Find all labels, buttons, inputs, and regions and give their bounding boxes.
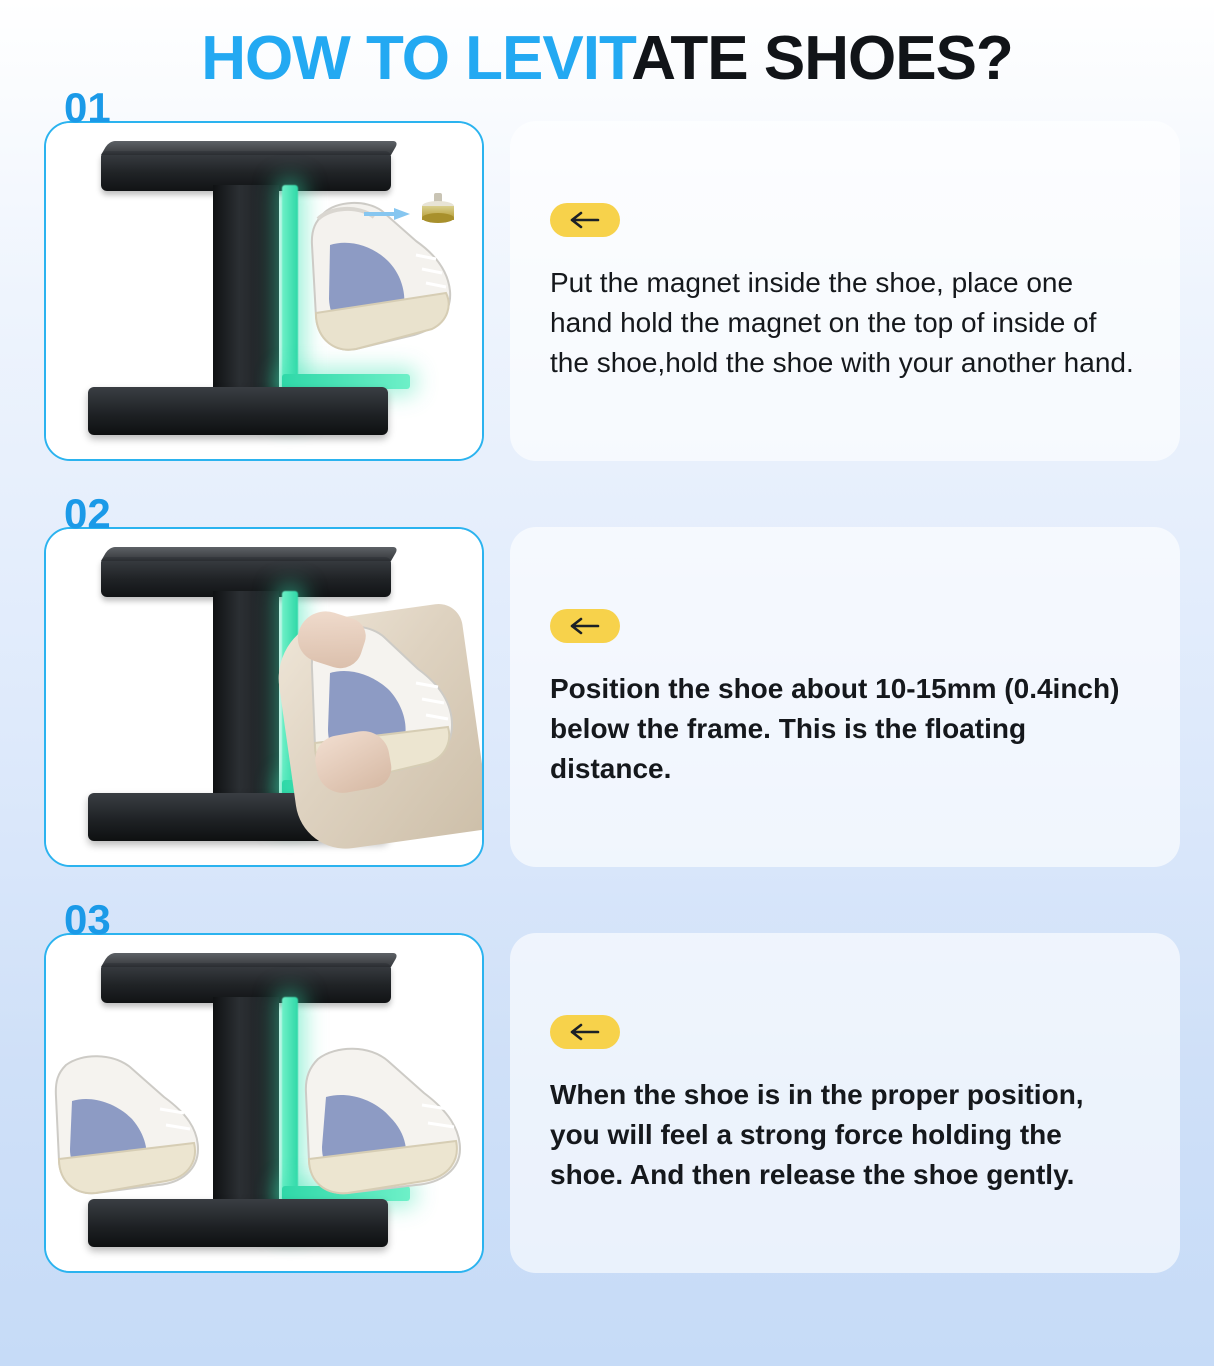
stand-column [213, 185, 279, 415]
step-item [0, 490, 1214, 891]
arrow-left-icon [550, 1015, 620, 1049]
step-description: Position the shoe about 10-15mm (0.4inch) below the frame. This is the floating distance. [550, 673, 1120, 784]
magnet-graphic [418, 201, 458, 227]
illustration-3 [46, 935, 482, 1271]
step-item [0, 896, 1214, 1297]
shoe-graphic-left [46, 1043, 226, 1203]
shoe-graphic-right [282, 1035, 482, 1205]
step-illustration-card [44, 84, 484, 461]
steps-list [0, 84, 1214, 1297]
step-text-panel [510, 121, 1180, 461]
step-number: 03 [64, 896, 111, 944]
step-illustration-card [44, 490, 484, 867]
step-description: Put the magnet inside the shoe, place one hand hold the magnet on the top of inside of the shoe,hold the shoe with your another hand. [550, 267, 1134, 378]
step-text-panel [510, 933, 1180, 1273]
stand-column [213, 591, 279, 821]
step-number: 02 [64, 490, 111, 538]
step-text-panel [510, 527, 1180, 867]
stand-base [88, 387, 388, 435]
arrow-left-icon [550, 203, 620, 237]
arrow-left-icon [550, 609, 620, 643]
step-description: When the shoe is in the proper position, you will feel a strong force holding the shoe. And then release the shoe gently. [550, 1079, 1084, 1190]
page-title-highlight: HOW TO LEVIT [201, 24, 632, 93]
step-item [0, 84, 1214, 485]
page-title-rest: ATE SHOES? [631, 24, 1013, 93]
illustration-2 [46, 529, 482, 865]
direction-arrow-icon [364, 207, 410, 221]
step-illustration-card [44, 896, 484, 1273]
illustration-1 [46, 123, 482, 459]
page-title [0, 0, 1214, 91]
step-number: 01 [64, 84, 111, 132]
stand-base [88, 1199, 388, 1247]
